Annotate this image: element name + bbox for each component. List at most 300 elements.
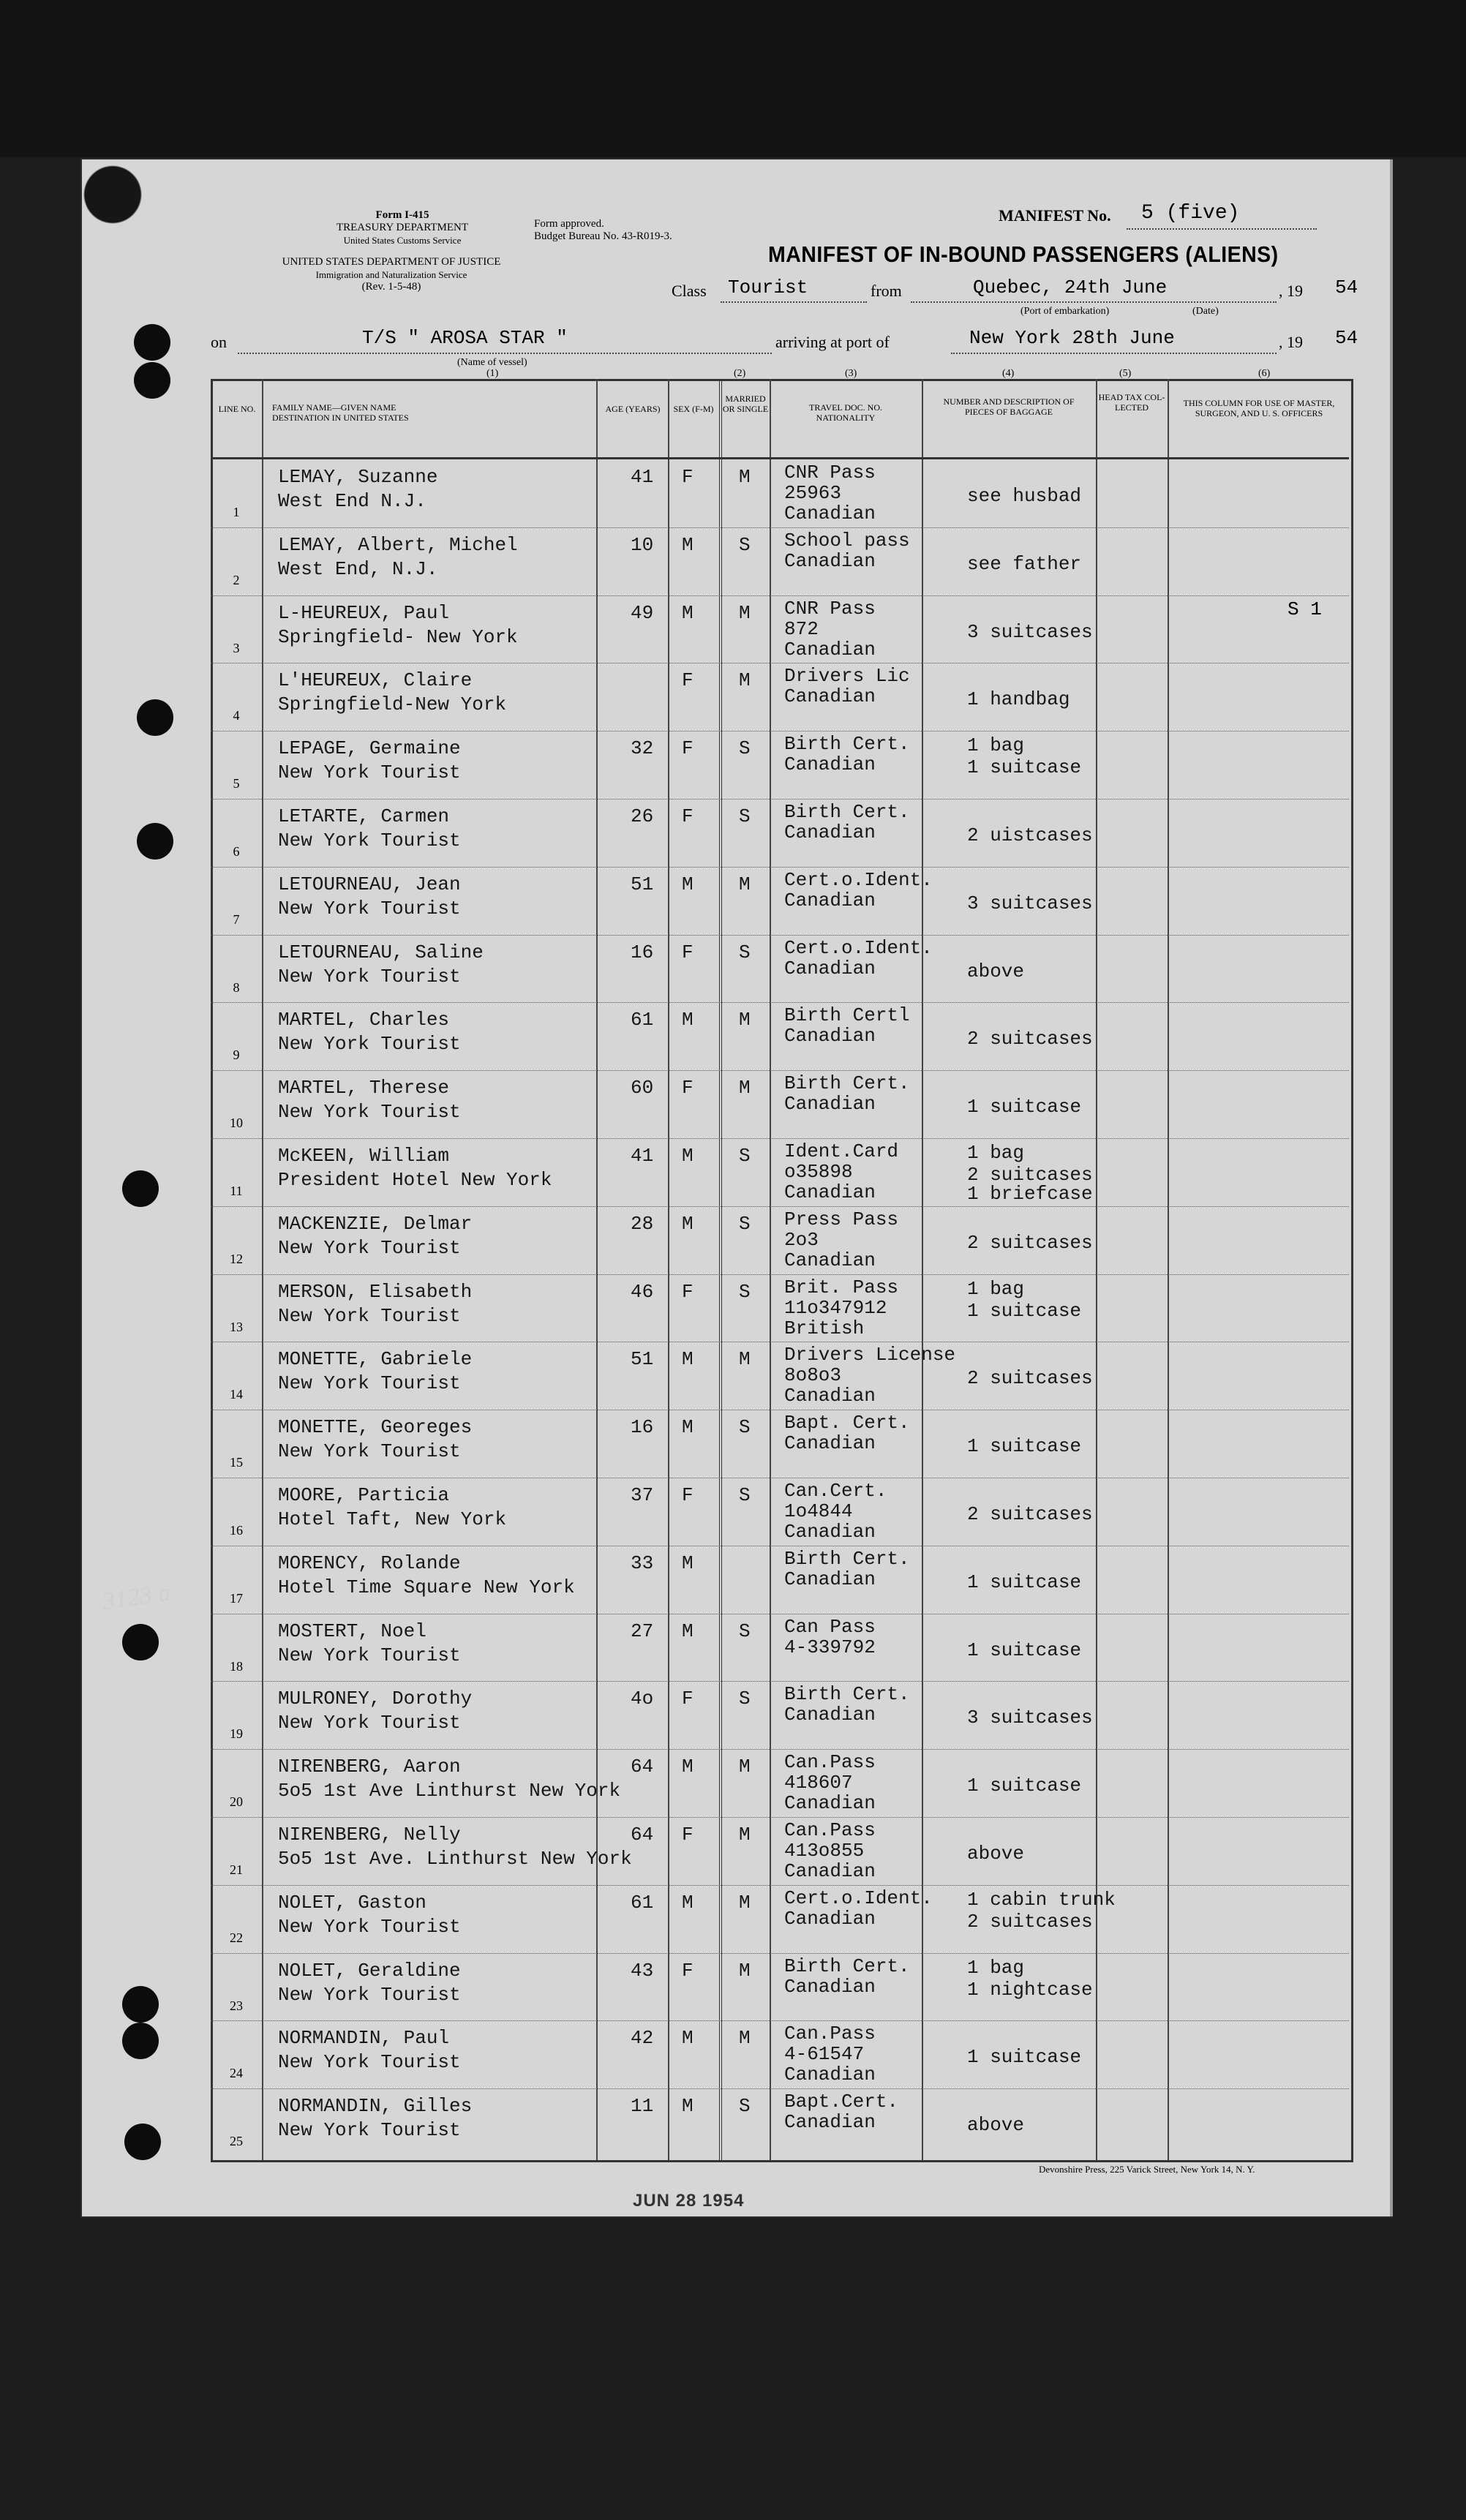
passenger-age: 4o [631, 1688, 654, 1710]
line-number: 18 [230, 1658, 243, 1674]
baggage-line2: 1 suitcase [967, 1435, 1082, 1458]
passenger-sex: M [682, 1891, 693, 1914]
baggage-line2: 3 suitcases [967, 620, 1093, 643]
line-number: 12 [230, 1251, 243, 1266]
col-num-3: (3) [845, 368, 857, 379]
travel-doc-line2: o35898 [784, 1161, 853, 1183]
travel-doc-line1: School pass [784, 529, 910, 552]
colhead-headtax: HEAD TAX COL-LECTED [1098, 392, 1165, 413]
passenger-age: 16 [631, 1416, 654, 1439]
printer-imprint: Devonshire Press, 225 Varick Street, New York 14, N. Y. [1039, 2164, 1255, 2175]
passenger-destination: New York Tourist [278, 1915, 461, 1938]
passenger-destination: New York Tourist [278, 1372, 461, 1395]
passenger-marital: M [739, 1891, 751, 1914]
punch-hole [124, 2124, 161, 2160]
colhead-name: FAMILY NAME—GIVEN NAME DESTINATION IN UNITED STATES [272, 402, 409, 423]
passenger-marital: M [739, 601, 751, 624]
passenger-destination: New York Tourist [278, 1644, 461, 1666]
baggage-line2: see father [967, 552, 1082, 575]
passenger-destination: West End, N.J. [278, 557, 438, 580]
passenger-sex: F [682, 1824, 693, 1846]
torn-corner [82, 159, 184, 247]
passenger-marital: M [739, 1077, 751, 1099]
manifest-no-label: MANIFEST No. [999, 206, 1111, 225]
on-label: on [211, 333, 227, 351]
from-value: Quebec, 24th June [973, 277, 1168, 298]
travel-doc-line1: Birth Cert. [784, 733, 910, 756]
passenger-marital: S [739, 533, 751, 556]
passenger-name: NOLET, Geraldine [278, 1959, 461, 1982]
margin-note: 3123 a [100, 1579, 173, 1616]
travel-doc-line1: Birth Cert. [784, 1547, 910, 1570]
passenger-destination: Hotel Taft, New York [278, 1508, 507, 1530]
travel-doc-line1: Cert.o.Ident. [784, 936, 933, 959]
passenger-destination: New York Tourist [278, 1236, 461, 1259]
row-divider [211, 1681, 1349, 1682]
passenger-name: LETOURNEAU, Saline [278, 941, 484, 963]
colhead-sex: SEX (F-M) [673, 404, 714, 414]
line-number: 17 [230, 1590, 243, 1606]
passenger-age: 61 [631, 1891, 654, 1914]
line-number: 7 [233, 911, 240, 927]
passenger-age: 42 [631, 2027, 654, 2050]
travel-doc-line2: Canadian [784, 821, 876, 843]
baggage-line2: 1 suitcase [967, 1299, 1082, 1322]
passenger-sex: F [682, 669, 693, 692]
passenger-name: LEPAGE, Germaine [278, 737, 461, 760]
line-number: 14 [230, 1387, 243, 1402]
travel-doc-line2: Canadian [784, 1975, 876, 1998]
passenger-sex: F [682, 737, 693, 760]
passenger-sex: M [682, 1348, 693, 1371]
passenger-age: 41 [631, 1145, 654, 1167]
travel-doc-line2: Canadian [784, 1704, 876, 1726]
passenger-marital: S [739, 1212, 751, 1235]
passenger-age: 27 [631, 1620, 654, 1642]
travel-doc-line1: Can.Pass [784, 1751, 876, 1774]
baggage-line2: 1 suitcase [967, 1096, 1082, 1118]
travel-doc-line2: 4-339792 [784, 1636, 876, 1658]
line-number: 21 [230, 1862, 243, 1877]
row-divider [211, 867, 1349, 868]
passenger-marital: M [739, 1959, 751, 1982]
line-number: 11 [230, 1184, 243, 1198]
passenger-marital: S [739, 1484, 751, 1506]
travel-doc-line2: 872 [784, 617, 819, 640]
passenger-sex: M [682, 1009, 693, 1031]
baggage-line2: 2 uistcases [967, 824, 1093, 846]
arrival-line [951, 353, 1277, 354]
passenger-destination: New York Tourist [278, 965, 461, 988]
passenger-marital: M [739, 1009, 751, 1031]
passenger-marital: M [739, 1756, 751, 1778]
baggage-line1: 1 cabin trunk [967, 1888, 1116, 1911]
passenger-marital: M [739, 1824, 751, 1846]
travel-doc-line1: Drivers Lic [784, 665, 910, 688]
punch-hole [122, 1170, 159, 1207]
customs-service: United States Customs Service [343, 235, 462, 246]
passenger-sex: F [682, 466, 693, 488]
passenger-sex: M [682, 873, 693, 895]
passenger-name: MONETTE, Gabriele [278, 1348, 473, 1371]
baggage-line2: see husbad [967, 485, 1082, 507]
travel-doc-line2: 11o347912 [784, 1296, 887, 1319]
from-label: from [871, 282, 902, 300]
passenger-sex: M [682, 2027, 693, 2050]
from-line [911, 301, 1277, 303]
passenger-age: 46 [631, 1280, 654, 1303]
row-divider [211, 935, 1349, 936]
line-number: 19 [230, 1726, 243, 1742]
passenger-name: NIRENBERG, Aaron [278, 1756, 461, 1778]
punch-hole [137, 699, 173, 736]
treasury-dept: TREASURY DEPARTMENT [336, 222, 469, 233]
passenger-name: LETARTE, Carmen [278, 805, 450, 827]
line-number: 13 [230, 1319, 243, 1334]
line-number: 3 [233, 640, 240, 655]
baggage-line2: 3 suitcases [967, 892, 1093, 914]
passenger-sex: M [682, 1756, 693, 1778]
travel-doc-line2: Canadian [784, 1568, 876, 1590]
passenger-name: LETOURNEAU, Jean [278, 873, 461, 895]
passenger-destination: Springfield- New York [278, 625, 518, 648]
passenger-age: 32 [631, 737, 654, 760]
passenger-marital: S [739, 1145, 751, 1167]
passenger-sex: F [682, 1280, 693, 1303]
passenger-age: 41 [631, 466, 654, 488]
travel-doc-line3: Canadian [784, 2064, 876, 2086]
baggage-line2: 1 nightcase [967, 1978, 1093, 2001]
passenger-name: NIRENBERG, Nelly [278, 1824, 461, 1846]
baggage-line2: 1 suitcase [967, 756, 1082, 779]
passenger-destination: New York Tourist [278, 1304, 461, 1327]
vessel-caption: (Name of vessel) [457, 357, 527, 368]
baggage-line2: 1 handbag [967, 688, 1070, 711]
passenger-age: 60 [631, 1077, 654, 1099]
passenger-name: NORMANDIN, Gilles [278, 2095, 473, 2118]
travel-doc-line3: Canadian [784, 1792, 876, 1815]
travel-doc-line1: CNR Pass [784, 462, 876, 484]
passenger-sex: M [682, 2095, 693, 2118]
port-embark-caption: (Port of embarkation) [1020, 306, 1110, 317]
baggage-line2: above [967, 1843, 1025, 1865]
passenger-name: MULRONEY, Dorothy [278, 1688, 473, 1710]
passenger-age: 16 [631, 941, 654, 963]
col-num-1: (1) [486, 368, 499, 379]
col-num-2: (2) [734, 368, 746, 379]
passenger-sex: M [682, 533, 693, 556]
baggage-line2: 2 suitcases [967, 1028, 1093, 1050]
line-number: 6 [233, 844, 240, 859]
row-divider [211, 527, 1349, 528]
scan-frame [0, 0, 1466, 157]
line-number: 23 [230, 1998, 243, 2013]
travel-doc-line3: British [784, 1317, 865, 1339]
line-number: 16 [230, 1523, 243, 1538]
passenger-sex: F [682, 1077, 693, 1099]
passenger-marital: S [739, 1688, 751, 1710]
punch-hole [134, 324, 170, 361]
travel-doc-line1: CNR Pass [784, 597, 876, 620]
baggage-line2: 1 suitcase [967, 2046, 1082, 2069]
travel-doc-line2: 2o3 [784, 1228, 819, 1251]
travel-doc-line1: Bapt. Cert. [784, 1412, 910, 1434]
travel-doc-line1: Birth Cert. [784, 801, 910, 823]
col-divider [262, 379, 263, 2160]
travel-doc-line3: Canadian [784, 1249, 876, 1271]
travel-doc-line2: Canadian [784, 1093, 876, 1116]
row-divider [211, 1002, 1349, 1003]
year-prefix-1: , 19 [1279, 282, 1303, 300]
line-number: 20 [230, 1794, 243, 1810]
date-stamp: JUN 28 1954 [633, 2191, 745, 2211]
travel-doc-line2: Canadian [784, 685, 876, 708]
line-number: 5 [233, 776, 240, 791]
col-num-4: (4) [1002, 368, 1015, 379]
passenger-age: 49 [631, 601, 654, 624]
passenger-name: LEMAY, Albert, Michel [278, 533, 518, 556]
passenger-name: L'HEUREUX, Claire [278, 669, 473, 692]
col-divider [719, 379, 722, 2160]
colhead-line: LINE NO. [218, 404, 256, 414]
passenger-destination: West End N.J. [278, 490, 426, 512]
passenger-age: 28 [631, 1212, 654, 1235]
travel-doc-line1: Brit. Pass [784, 1276, 899, 1298]
baggage-line2: above [967, 960, 1025, 982]
row-divider [211, 595, 1349, 596]
passenger-sex: M [682, 1145, 693, 1167]
passenger-marital: M [739, 1348, 751, 1371]
travel-doc-line1: Cert.o.Ident. [784, 868, 933, 891]
baggage-line2: 2 suitcases [967, 1503, 1093, 1525]
passenger-name: MACKENZIE, Delmar [278, 1212, 473, 1235]
class-line [721, 301, 867, 303]
passenger-destination: New York Tourist [278, 2119, 461, 2142]
passenger-destination: Springfield-New York [278, 693, 507, 716]
passenger-name: MONETTE, Georeges [278, 1416, 473, 1439]
line-number: 1 [233, 505, 240, 519]
passenger-age: 64 [631, 1756, 654, 1778]
col-divider [596, 379, 598, 2160]
travel-doc-line1: Birth Cert. [784, 1683, 910, 1706]
passenger-age: 51 [631, 873, 654, 895]
passenger-destination: Hotel Time Square New York [278, 1576, 575, 1598]
form-number: Form I-415 [375, 209, 429, 221]
passenger-destination: New York Tourist [278, 897, 461, 919]
colhead-married: MARRIED OR SINGLE [722, 394, 769, 414]
passenger-marital: S [739, 1416, 751, 1439]
travel-doc-line1: Can Pass [784, 1615, 876, 1638]
baggage-line2: 2 suitcases [967, 1367, 1093, 1390]
travel-doc-line2: 418607 [784, 1772, 853, 1794]
passenger-destination: New York Tourist [278, 1101, 461, 1124]
passenger-name: NOLET, Gaston [278, 1891, 426, 1914]
baggage-line2: 1 suitcase [967, 1571, 1082, 1593]
line-number: 8 [233, 979, 240, 995]
vessel-value: T/S " AROSA STAR " [362, 327, 568, 349]
passenger-marital: M [739, 2027, 751, 2050]
travel-doc-line3: Canadian [784, 1385, 876, 1407]
travel-doc-line1: Birth Cert. [784, 1072, 910, 1095]
baggage-line1: 1 bag [967, 734, 1025, 757]
travel-doc-line2: Canadian [784, 957, 876, 979]
passenger-age: 51 [631, 1348, 654, 1371]
passenger-marital: S [739, 737, 751, 760]
travel-doc-line3: Canadian [784, 1181, 876, 1203]
travel-doc-line2: 1o4844 [784, 1500, 853, 1522]
travel-doc-line2: Canadian [784, 549, 876, 572]
form-approved: Form approved. Budget Bureau No. 43-R019-3. [534, 218, 672, 242]
colhead-travel: TRAVEL DOC. NO. NATIONALITY [808, 402, 882, 423]
travel-doc-line2: 413o855 [784, 1840, 865, 1862]
line-number: 4 [233, 708, 240, 723]
travel-doc-line1: Ident.Card [784, 1140, 899, 1162]
passenger-name: MORENCY, Rolande [278, 1552, 461, 1574]
colhead-age: AGE (YEARS) [605, 404, 661, 414]
travel-doc-line2: Canadian [784, 1025, 876, 1048]
passenger-destination: 5o5 1st Ave Linthurst New York [278, 1780, 621, 1802]
colhead-baggage: NUMBER AND DESCRIPTION OF PIECES OF BAGGAGE [943, 396, 1075, 417]
passenger-sex: M [682, 1212, 693, 1235]
page-title: MANIFEST OF IN-BOUND PASSENGERS (ALIENS) [768, 241, 1279, 267]
passenger-age: 37 [631, 1484, 654, 1506]
punch-hole [137, 823, 173, 860]
baggage-line2: 1 suitcase [967, 1639, 1082, 1661]
travel-doc-line1: Birth Certl [784, 1004, 910, 1027]
punch-hole [122, 2023, 159, 2059]
travel-doc-line1: Press Pass [784, 1208, 899, 1230]
row-divider [211, 1953, 1349, 1954]
passenger-age: 61 [631, 1009, 654, 1031]
travel-doc-line3: Canadian [784, 1521, 876, 1543]
header-rule [211, 457, 1349, 459]
travel-doc-line2: Canadian [784, 753, 876, 776]
baggage-line2: 1 suitcase [967, 1775, 1082, 1797]
revision: (Rev. 1-5-48) [361, 281, 421, 293]
row-divider [211, 1138, 1349, 1139]
passenger-sex: M [682, 1416, 693, 1439]
passenger-name: MARTEL, Charles [278, 1009, 450, 1031]
passenger-name: MOSTERT, Noel [278, 1620, 426, 1642]
justice-dept: UNITED STATES DEPARTMENT OF JUSTICE [282, 256, 501, 268]
passenger-name: LEMAY, Suzanne [278, 466, 438, 488]
baggage-line3: 1 briefcase [967, 1183, 1093, 1205]
date-caption: (Date) [1192, 306, 1219, 317]
line-number: 15 [230, 1455, 243, 1470]
travel-doc-line2: Canadian [784, 1432, 876, 1455]
arrival-value: New York 28th June [969, 327, 1175, 349]
punch-hole [122, 1624, 159, 1660]
col-num-5: (5) [1119, 368, 1132, 379]
colhead-officers: THIS COLUMN FOR USE OF MASTER, SURGEON, AND U. S. OFFICERS [1183, 398, 1335, 418]
baggage-line2: above [967, 2114, 1025, 2137]
travel-doc-line1: Bapt.Cert. [784, 2091, 899, 2113]
travel-doc-line2: Canadian [784, 889, 876, 911]
line-number: 2 [233, 572, 240, 587]
passenger-destination: New York Tourist [278, 2051, 461, 2074]
row-divider [211, 1206, 1349, 1207]
row-divider [211, 2088, 1349, 2089]
passenger-age: 10 [631, 533, 654, 556]
baggage-line2: 2 suitcases [967, 1910, 1093, 1933]
arriving-label: arriving at port of [775, 333, 890, 351]
row-divider [211, 1749, 1349, 1750]
passenger-sex: F [682, 941, 693, 963]
ins-service: Immigration and Naturalization Service [315, 269, 467, 280]
travel-doc-line3: Canadian [784, 1860, 876, 1882]
passenger-marital: S [739, 2095, 751, 2118]
travel-doc-line3: Canadian [784, 638, 876, 661]
col-num-6: (6) [1258, 368, 1271, 379]
passenger-age: 26 [631, 805, 654, 827]
passenger-sex: F [682, 805, 693, 827]
line-number: 25 [230, 2134, 243, 2149]
col-divider [668, 379, 669, 2160]
passenger-destination: New York Tourist [278, 1440, 461, 1463]
row-divider [211, 799, 1349, 800]
travel-doc-line2: Canadian [784, 1907, 876, 1930]
officer-note: S 1 [1288, 598, 1322, 620]
travel-doc-line3: Canadian [784, 503, 876, 524]
passenger-destination: President Hotel New York [278, 1169, 552, 1191]
travel-doc-line1: Can.Cert. [784, 1480, 887, 1502]
row-divider [211, 1070, 1349, 1071]
travel-doc-line1: Cert.o.Ident. [784, 1887, 933, 1909]
passenger-sex: M [682, 601, 693, 624]
passenger-marital: M [739, 873, 751, 895]
passenger-marital: M [739, 669, 751, 692]
line-number: 22 [230, 1930, 243, 1945]
baggage-line1: 1 bag [967, 1277, 1025, 1300]
passenger-destination: New York Tourist [278, 1983, 461, 2006]
passenger-sex: F [682, 1688, 693, 1710]
row-divider [211, 1885, 1349, 1886]
line-number: 10 [230, 1116, 243, 1131]
punch-hole [122, 1986, 159, 2023]
passenger-destination: New York Tourist [278, 830, 461, 851]
passenger-marital: M [739, 466, 751, 488]
passenger-destination: New York Tourist [278, 761, 461, 784]
travel-doc-line1: Drivers License [784, 1344, 956, 1366]
sheet-edge [1390, 159, 1393, 2216]
baggage-line2: 2 suitcases [967, 1164, 1093, 1186]
row-divider [211, 2020, 1349, 2021]
passenger-name: L-HEUREUX, Paul [278, 601, 450, 624]
passenger-destination: New York Tourist [278, 1033, 461, 1056]
passenger-name: McKEEN, William [278, 1145, 450, 1167]
baggage-line1: 1 bag [967, 1956, 1025, 1979]
manifest-no-value: 5 (five) [1141, 202, 1240, 225]
passenger-sex: F [682, 1484, 693, 1506]
passenger-age: 33 [631, 1552, 654, 1574]
passenger-sex: M [682, 1620, 693, 1642]
passenger-marital: S [739, 1280, 751, 1303]
passenger-destination: 5o5 1st Ave. Linthurst New York [278, 1848, 632, 1870]
punch-hole [134, 362, 170, 399]
passenger-name: MARTEL, Therese [278, 1077, 450, 1099]
travel-doc-line1: Can.Pass [784, 2023, 876, 2045]
class-label: Class [672, 282, 707, 300]
year-1: 54 [1335, 277, 1358, 298]
travel-doc-line2: 4-61547 [784, 2043, 865, 2066]
year-2: 54 [1335, 327, 1358, 349]
baggage-line1: 1 bag [967, 1142, 1025, 1164]
passenger-name: NORMANDIN, Paul [278, 2027, 450, 2050]
passenger-age: 11 [631, 2095, 654, 2118]
passenger-sex: F [682, 1959, 693, 1982]
travel-doc-line2: Canadian [784, 2111, 876, 2134]
col-divider [1168, 379, 1169, 2160]
